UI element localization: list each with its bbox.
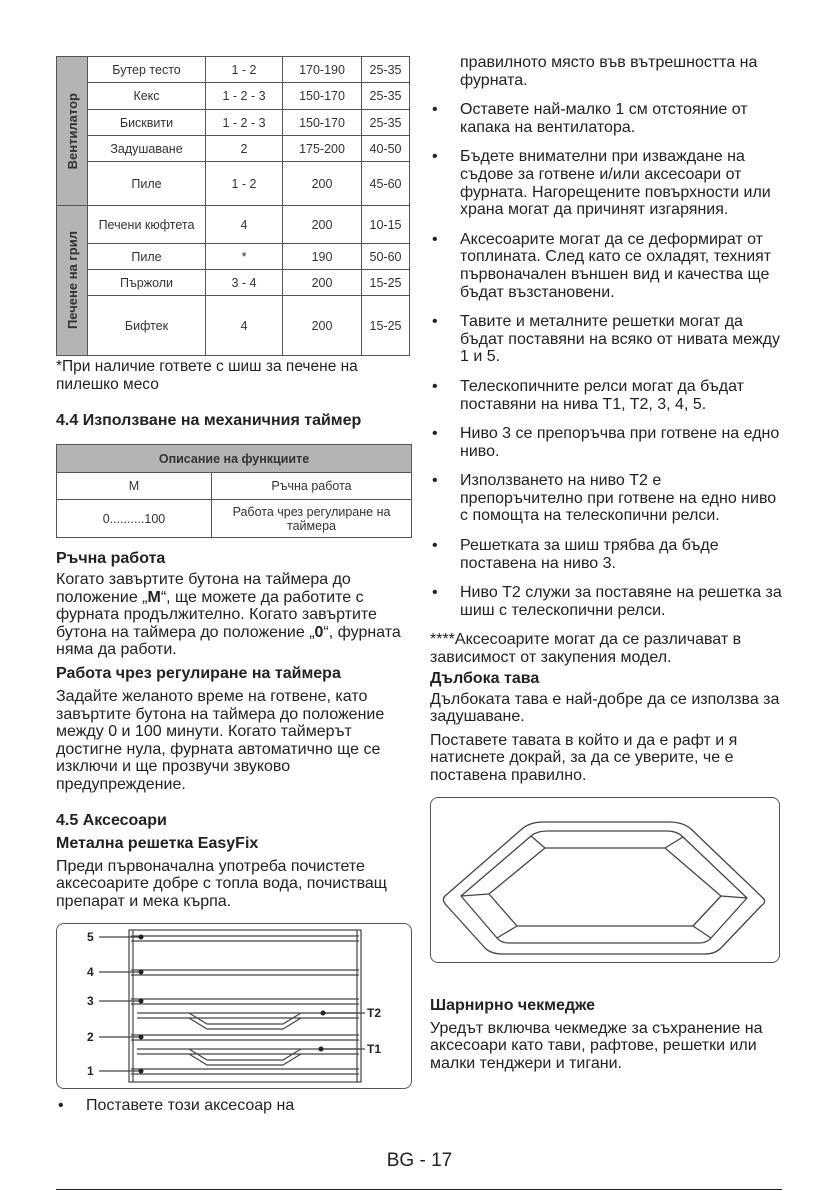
level-label: 4 bbox=[87, 965, 94, 980]
swing-drawer-title: Шарнирно чекмедже bbox=[430, 996, 596, 1014]
bullet-glyph: • bbox=[58, 1097, 64, 1115]
table-row bbox=[57, 136, 410, 162]
table-row bbox=[57, 270, 410, 296]
emphasis-zero: 0 bbox=[314, 623, 324, 641]
shelf-levels-svg bbox=[57, 924, 411, 1088]
table-row bbox=[57, 473, 412, 500]
page-number: BG - 17 bbox=[386, 1150, 453, 1171]
list-item bbox=[430, 313, 782, 366]
deep-tray-text: Дълбоката тава е най-добре да се използва за задушаване. bbox=[430, 690, 780, 726]
table-cell: 170-190 bbox=[283, 57, 362, 83]
bullet-glyph: • bbox=[432, 377, 438, 395]
table-row bbox=[57, 83, 410, 110]
table-cell: 190 bbox=[283, 244, 362, 270]
level-label: 5 bbox=[87, 930, 94, 945]
table-cell: 150-170 bbox=[283, 83, 362, 110]
table-row bbox=[57, 244, 410, 270]
table-cell: 25-35 bbox=[362, 110, 410, 136]
level-label-t2: T2 bbox=[367, 1006, 382, 1021]
table-cell: Работа чрез регулиране на таймера bbox=[212, 500, 412, 538]
list-item-text: Поставете този аксесоар на bbox=[86, 1097, 295, 1115]
deep-tray-svg bbox=[431, 798, 779, 962]
table-cell: 10-15 bbox=[362, 206, 410, 244]
footer-divider bbox=[56, 1189, 782, 1190]
list-item-text: Телескопичните релси могат да бъдат поставяни на нива T1, T2, 3, 4, 5. bbox=[460, 377, 744, 413]
timer-table bbox=[56, 444, 412, 538]
table-cell: 1 - 2 - 3 bbox=[206, 110, 283, 136]
table-cell: M bbox=[57, 473, 212, 500]
table-cell: 25-35 bbox=[362, 57, 410, 83]
bullet-glyph: • bbox=[432, 101, 438, 119]
table-cell: 50-60 bbox=[362, 244, 410, 270]
manual-operation-title: Ръчна работа bbox=[56, 550, 166, 567]
bullet-glyph: • bbox=[432, 230, 438, 248]
table-cell: 200 bbox=[283, 296, 362, 356]
table-cell: Бутер тесто bbox=[88, 57, 206, 83]
level-label-t1: T1 bbox=[367, 1042, 382, 1057]
list-item bbox=[430, 378, 782, 413]
table-cell: Пиле bbox=[88, 244, 206, 270]
bullet-glyph: • bbox=[432, 425, 438, 443]
table-cell: * bbox=[206, 244, 283, 270]
list-item bbox=[430, 231, 782, 301]
list-item-text: Ниво T2 служи за поставяне на решетка за шиш с телескопични релси. bbox=[460, 584, 782, 619]
table-cell: 45-60 bbox=[362, 162, 410, 206]
table-cell: 2 bbox=[206, 136, 283, 162]
table-row bbox=[57, 57, 410, 83]
right-column bbox=[430, 54, 782, 1072]
cooking-table bbox=[56, 56, 410, 356]
accessory-rules-list bbox=[430, 101, 782, 619]
emphasis-m: M bbox=[147, 588, 161, 606]
table-cell: 1 - 2 - 3 bbox=[206, 83, 283, 110]
list-item bbox=[430, 148, 782, 218]
list-item-text: Тавите и металните решетки могат да бъдат поставяни на всяко от нивата между 1 и 5. bbox=[460, 313, 780, 366]
text-fragment: “, фурната няма да работи. bbox=[56, 623, 401, 659]
list-item-text: Използването на ниво T2 е препоръчително при готвене на едно ниво с помощта на телескопични релси. bbox=[460, 472, 777, 525]
table-cell: 4 bbox=[206, 206, 283, 244]
table-header-row bbox=[57, 445, 412, 473]
table-row bbox=[57, 162, 410, 206]
bullet-glyph: • bbox=[432, 537, 438, 555]
bullet-glyph: • bbox=[432, 472, 438, 490]
left-column bbox=[56, 56, 412, 1115]
list-item bbox=[430, 584, 782, 619]
table-cell: Печени кюфтета bbox=[88, 206, 206, 244]
table-cell: Кекс bbox=[88, 83, 206, 110]
table-cell: 1 - 2 bbox=[206, 57, 283, 83]
table-footnote: *При наличие гответе с шиш за печене на пилешко месо bbox=[56, 358, 358, 393]
list-item-text: Бъдете внимателни при изваждане на съдове за готвене и/или аксесоари от фурната. Нагорещените повърхности или храна могат да причинят изгаряния. bbox=[460, 148, 771, 219]
continued-text: правилното място във вътрешността на фурната. bbox=[460, 54, 758, 89]
timer-operation-title: Работа чрез регулиране на таймера bbox=[56, 664, 341, 682]
level-label: 3 bbox=[87, 994, 94, 1009]
table-cell: 25-35 bbox=[362, 83, 410, 110]
table-cell: Ръчна работа bbox=[212, 473, 412, 500]
table-row bbox=[57, 296, 410, 356]
table-cell: 4 bbox=[206, 296, 283, 356]
deep-tray-illustration bbox=[430, 797, 780, 963]
table-cell: Бисквити bbox=[88, 110, 206, 136]
group-cell-grill bbox=[57, 206, 88, 356]
deep-tray-title: Дълбока тава bbox=[430, 669, 540, 687]
wire-rack-text: Преди първоначална употреба почистете аксесоарите добре с топла вода, почистващ препарат и мека кърпа. bbox=[56, 857, 387, 910]
bullet-glyph: • bbox=[432, 313, 438, 331]
list-item bbox=[56, 1097, 412, 1115]
table-header: Описание на функциите bbox=[57, 445, 412, 473]
group-cell-fan bbox=[57, 57, 88, 206]
accessories-note: ****Аксесоарите могат да се различават в зависимост от закупения модел. bbox=[430, 631, 742, 667]
table-cell: 15-25 bbox=[362, 296, 410, 356]
table-row bbox=[57, 206, 410, 244]
list-item-text: Решетката за шиш трябва да бъде поставена на ниво 3. bbox=[460, 537, 719, 572]
timer-operation-text: Задайте желаното време на готвене, като завъртите бутона на таймера до положение между 0 и 100 минути. Когато таймерът достигне нула, фурната автоматично ще се изключи и ще прозвучи звуково предупреждение. bbox=[56, 687, 385, 793]
table-row bbox=[57, 110, 410, 136]
text-fragment: “, ще можете да работите с фурната продължително. Когато завъртите бутона на таймера до положение „ bbox=[56, 588, 377, 641]
manual-operation-text bbox=[56, 571, 412, 659]
table-cell: 1 - 2 bbox=[206, 162, 283, 206]
group-label: Вентилатор bbox=[64, 92, 80, 170]
accessory-bullet-list bbox=[56, 1097, 412, 1115]
list-item-text: Ниво 3 се препоръчва при готвене на едно ниво. bbox=[460, 425, 780, 460]
table-cell: 150-170 bbox=[283, 110, 362, 136]
list-item bbox=[430, 101, 782, 136]
table-cell: 175-200 bbox=[283, 136, 362, 162]
shelf-levels-diagram bbox=[56, 923, 412, 1089]
list-item bbox=[430, 472, 782, 525]
list-item-text: Аксесоарите могат да се деформират от топлината. След като се охладят, техният първоначален външен вид и качества ще бъдат възстановени. bbox=[460, 230, 772, 301]
wire-rack-title: Метална решетка EasyFix bbox=[56, 834, 259, 852]
table-cell: 15-25 bbox=[362, 270, 410, 296]
group-label: Печене на грил bbox=[64, 231, 80, 330]
list-item bbox=[430, 425, 782, 460]
bullet-glyph: • bbox=[432, 584, 438, 602]
section-title-timer: 4.4 Използване на механичния таймер bbox=[56, 412, 362, 429]
table-cell: 0..........100 bbox=[57, 500, 212, 538]
table-cell: 200 bbox=[283, 270, 362, 296]
table-cell: 3 - 4 bbox=[206, 270, 283, 296]
table-cell: Пиле bbox=[88, 162, 206, 206]
table-row bbox=[57, 500, 412, 538]
table-cell: Задушаване bbox=[88, 136, 206, 162]
table-cell: 200 bbox=[283, 206, 362, 244]
text-fragment: Когато завъртите бутона на таймера до положение „ bbox=[56, 571, 351, 606]
table-cell: 40-50 bbox=[362, 136, 410, 162]
list-item bbox=[430, 537, 782, 572]
deep-tray-instructions: Поставете тавата в който и да е рафт и я натиснете докрай, за да се уверите, че е поставена правилно. bbox=[430, 731, 738, 784]
bullet-glyph: • bbox=[432, 148, 438, 166]
list-item-text: Оставете най-малко 1 см отстояние от капака на вентилатора. bbox=[460, 101, 748, 136]
level-label: 2 bbox=[87, 1030, 94, 1045]
table-cell: 200 bbox=[283, 162, 362, 206]
level-label: 1 bbox=[87, 1064, 94, 1079]
section-title-accessories: 4.5 Аксесоари bbox=[56, 811, 167, 829]
table-cell: Пържоли bbox=[88, 270, 206, 296]
swing-drawer-text: Уредът включва чекмедже за съхранение на аксесоари като тави, рафтове, решетки или малки тенджери и тигани. bbox=[430, 1019, 763, 1072]
table-cell: Бифтек bbox=[88, 296, 206, 356]
